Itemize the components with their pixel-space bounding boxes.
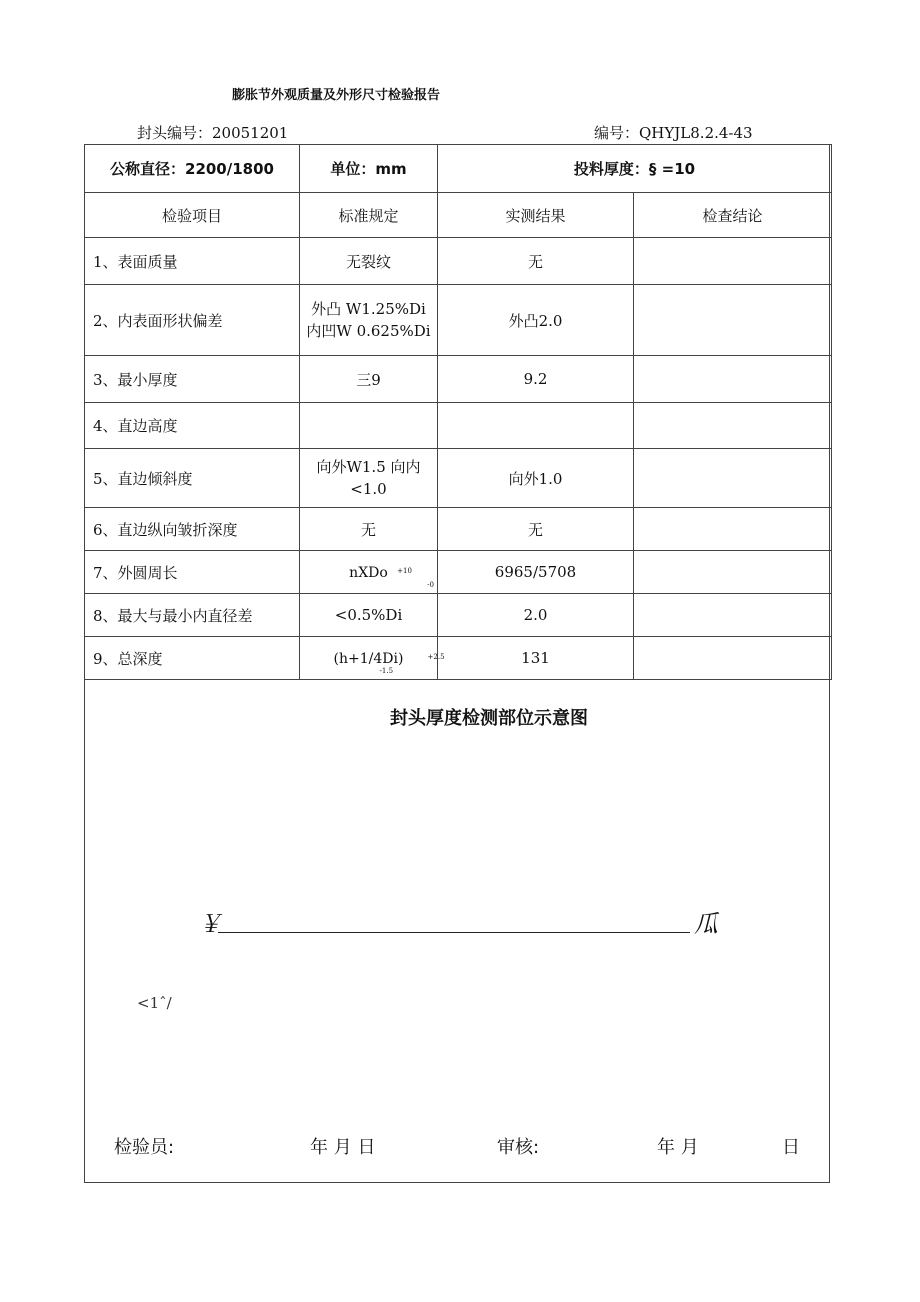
item-cell: 3、最小厚度: [85, 356, 300, 403]
col-header-result: 实测结果: [438, 193, 634, 238]
tolerance-formula: [333, 651, 445, 675]
item-cell: 2、内表面形状偏差: [85, 285, 300, 356]
standard-cell: 无: [300, 508, 438, 551]
item-cell: 8、最大与最小内直径差: [85, 594, 300, 637]
column-header-row: [85, 193, 832, 238]
table-row: [85, 356, 832, 403]
inspection-table: [84, 144, 832, 680]
spec-header-row: [85, 145, 832, 193]
conclusion-cell: [634, 508, 832, 551]
tolerance-upper: +10: [397, 567, 412, 575]
standard-cell: <0.5%Di: [300, 594, 438, 637]
item-cell: 9、总深度: [85, 637, 300, 680]
standard-cell: [300, 403, 438, 449]
head-number: 封头编号：20051201: [137, 124, 289, 142]
result-cell: 2.0: [438, 594, 634, 637]
diagram-note: <1ˆ/: [137, 994, 172, 1012]
tolerance-lower: -1.5: [379, 667, 394, 675]
result-cell: 6965/5708: [438, 551, 634, 594]
standard-cell: [300, 551, 438, 594]
formula-main: nXDo: [349, 565, 388, 581]
diagram-title: 封头厚度检测部位示意图: [390, 708, 588, 729]
item-cell: 4、直边高度: [85, 403, 300, 449]
conclusion-cell: [634, 238, 832, 285]
standard-cell: 无裂纹: [300, 238, 438, 285]
diagram-right-mark: 瓜: [694, 910, 718, 938]
item-cell: 7、外圆周长: [85, 551, 300, 594]
reviewer-label: 审核:: [497, 1137, 540, 1158]
standard-cell: [300, 637, 445, 680]
conclusion-cell: [634, 449, 832, 508]
result-cell: 无: [438, 238, 634, 285]
result-cell: 外凸2.0: [438, 285, 634, 356]
item-cell: 6、直边纵向皱折深度: [85, 508, 300, 551]
table-row: [85, 403, 832, 449]
standard-cell: 三9: [300, 356, 438, 403]
formula-main: (h+1/4Di): [333, 651, 404, 667]
conclusion-cell: [634, 285, 832, 356]
conclusion-cell: [634, 594, 832, 637]
feed-thickness: 投料厚度：§ =10: [438, 145, 832, 193]
item-cell: 1、表面质量: [85, 238, 300, 285]
table-row: [85, 551, 832, 594]
table-row: [85, 637, 832, 680]
table-row: [85, 594, 832, 637]
item-cell: 5、直边倾斜度: [85, 449, 300, 508]
inspector-label: 检验员:: [114, 1137, 175, 1158]
standard-line: 向外W1.5 向内: [316, 458, 421, 476]
diagram-baseline: [218, 932, 690, 933]
conclusion-cell: [634, 637, 832, 680]
tolerance-upper: +2.5: [427, 653, 445, 661]
col-header-conclusion: 检查结论: [634, 193, 832, 238]
document-number: 编号：QHYJL8.2.4-43: [594, 124, 753, 142]
table-row: [85, 508, 832, 551]
table-row: [85, 238, 832, 285]
unit: 单位：mm: [300, 145, 438, 193]
tolerance-formula: [349, 565, 434, 589]
standard-line: <1.0: [350, 480, 387, 498]
result-cell: 向外1.0: [438, 449, 634, 508]
standard-line: 内凹W 0.625%Di: [306, 322, 431, 340]
standard-line: 外凸 W1.25%Di: [311, 300, 426, 318]
col-header-standard: 标准规定: [300, 193, 438, 238]
table-row: [85, 285, 832, 356]
reviewer-date-day: 日: [782, 1137, 800, 1158]
result-cell: 无: [438, 508, 634, 551]
report-title: 膨胀节外观质量及外形尺寸检验报告: [232, 88, 441, 103]
result-cell: 131: [438, 637, 634, 680]
standard-cell: [300, 449, 438, 508]
tolerance-lower: -0: [427, 581, 434, 589]
result-cell: 9.2: [438, 356, 634, 403]
diagram-left-mark: ￥: [198, 910, 222, 938]
conclusion-cell: [634, 356, 832, 403]
inspector-date: 年 月 日: [310, 1137, 376, 1158]
standard-cell: [300, 285, 438, 356]
conclusion-cell: [634, 551, 832, 594]
table-row: [85, 449, 832, 508]
nominal-diameter: 公称直径：2200/1800: [85, 145, 300, 193]
conclusion-cell: [634, 403, 832, 449]
col-header-item: 检验项目: [85, 193, 300, 238]
result-cell: [438, 403, 634, 449]
reviewer-date-year-month: 年 月: [657, 1137, 699, 1158]
